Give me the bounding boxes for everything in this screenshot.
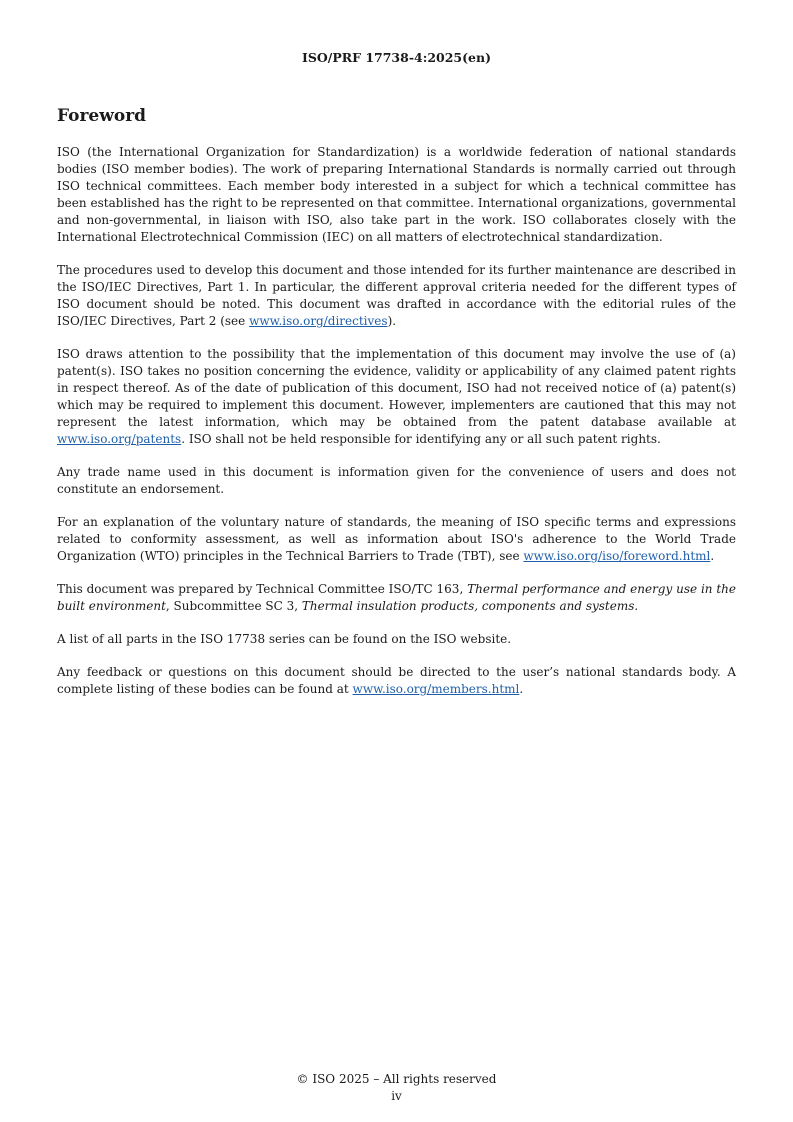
paragraph-iso-intro: ISO (the International Organization for Standardization) is a worldwide federation of national standards bodies (ISO member bodies). The work of preparing International Standards is normally carried out through ISO technical committees. Each member body interested in a subject for which a technical committee has been established has the right to be represented on that committee. International organizations, governmental and non-governmental, in liaison with ISO, also take part in the work. ISO collaborates closely with the International Electrotechnical Commission (IEC) on all matters of electrotechnical standardization. [57, 145, 736, 244]
subcommittee-title: Thermal insulation products, components and systems. [301, 599, 639, 613]
committee-title: Thermal performance and energy use in the built environment [57, 582, 737, 613]
page-footer [0, 1071, 793, 1105]
link-foreword[interactable]: www.iso.org/iso/foreword.html [523, 549, 711, 563]
paragraph-feedback-end: . [519, 682, 524, 696]
paragraph-voluntary-nature [57, 514, 736, 565]
paragraph-procedures [57, 262, 736, 330]
paragraph-procedures-end: ). [387, 314, 397, 328]
link-members[interactable]: www.iso.org/members.html [352, 682, 520, 696]
paragraph-patents-end: . ISO shall not be held responsible for identifying any or all such patent rights. [181, 432, 661, 446]
paragraph-patents-text: ISO draws attention to the possibility that the implementation of this document may involve the use of (a) patent(s). ISO takes no position concerning the evidence, validity or applicability of any claimed patent rights in respect thereof. As of the date of publication of this document, ISO had not received notice of (a) patent(s) which may be required to implement this document. However, implementers are cautioned that this may not represent the latest information, which may be obtained from the patent database available at [57, 347, 736, 429]
link-patents[interactable]: www.iso.org/patents [57, 432, 182, 446]
link-directives[interactable]: www.iso.org/directives [249, 314, 388, 328]
section-title: Foreword [57, 106, 147, 126]
paragraph-patents [57, 346, 736, 448]
paragraph-feedback [57, 664, 736, 698]
paragraph-prepared-by [57, 581, 736, 615]
paragraph-parts-list: A list of all parts in the ISO 17738 series can be found on the ISO website. [57, 632, 512, 646]
copyright-notice: © ISO 2025 – All rights reserved [296, 1072, 497, 1086]
prepared-by-text: This document was prepared by Technical Committee ISO/TC 163, [57, 582, 468, 596]
foreword-section [57, 104, 736, 714]
page-number: iv [391, 1089, 402, 1103]
paragraph-trade-name: Any trade name used in this document is information given for the convenience of users and does not constitute an endorsement. [57, 465, 736, 496]
paragraph-voluntary-text: For an explanation of the voluntary nature of standards, the meaning of ISO specific terms and expressions related to conformity assessment, as well as information about ISO's adherence to the World Trade Organization (WTO) principles in the Technical Barriers to Trade (TBT), see [57, 515, 736, 563]
paragraph-feedback-text: Any feedback or questions on this document should be directed to the user’s national standards body. A complete listing of these bodies can be found at [57, 665, 736, 696]
paragraph-procedures-text: The procedures used to develop this document and those intended for its further maintenance are described in the ISO/IEC Directives, Part 1. In particular, the different approval criteria needed for the different types of ISO document should be noted. This document was drafted in accordance with the editorial rules of the ISO/IEC Directives, Part 2 (see [57, 263, 736, 328]
paragraph-voluntary-end: . [710, 549, 715, 563]
document-id-header: ISO/PRF 17738-4:2025(en) [302, 50, 491, 65]
subcommittee-text: , Subcommittee SC 3, [165, 599, 302, 613]
